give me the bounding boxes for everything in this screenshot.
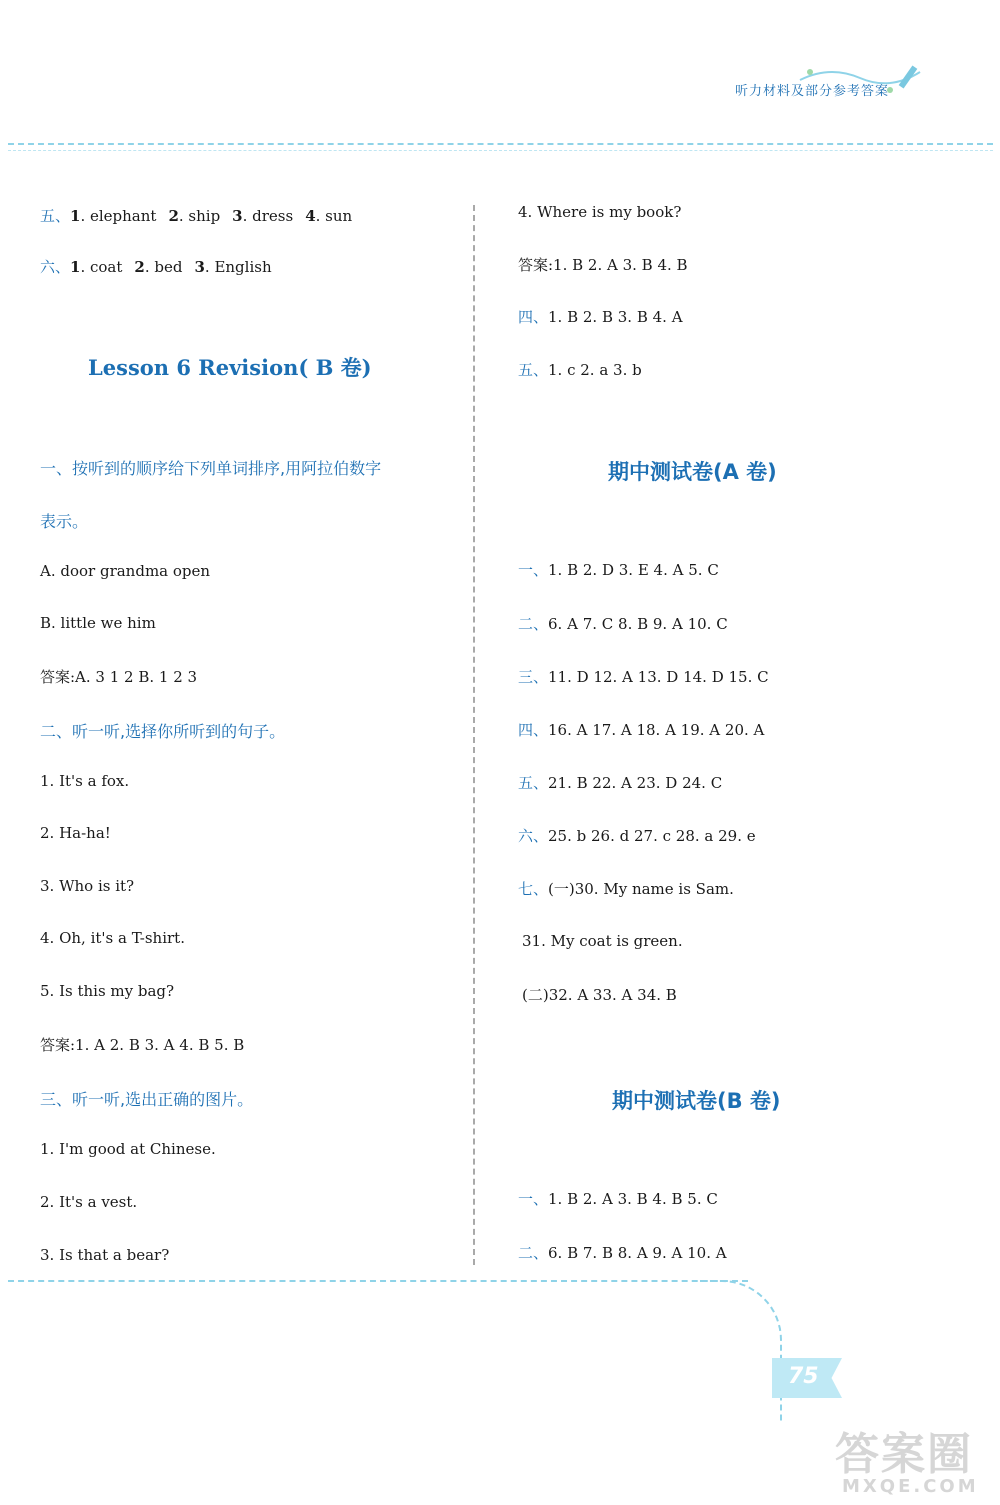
section-marker: 三、 [518, 668, 549, 686]
list-item: 2. It's a vest. [40, 1193, 138, 1211]
section-heading-midterm-a: 期中测试卷(A 卷) [608, 460, 777, 484]
page-number: 75 [788, 1364, 819, 1389]
answer-text: 1. c 2. a 3. b [548, 361, 642, 379]
answer-row [40, 256, 272, 277]
answer-line: 答案:1. B 2. A 3. B 4. B [518, 256, 688, 274]
list-item: 3. Who is it? [40, 877, 135, 895]
item-number: 3 [194, 258, 205, 276]
item-number: 3 [232, 207, 243, 225]
section-marker: 六、 [518, 827, 549, 845]
answer-text: 31. My coat is green. [522, 932, 683, 950]
item-number: 2 [168, 207, 179, 225]
answer-text: 1. B 2. A 3. B 4. B 5. C [548, 1190, 718, 1208]
page-corner-decoration [700, 1280, 782, 1422]
section-marker: 七、 [518, 880, 549, 898]
list-item: 1. It's a fox. [40, 772, 130, 790]
section-marker: 六、 [40, 258, 71, 276]
answer-row [518, 719, 764, 740]
section-marker: 五、 [518, 361, 549, 379]
answer-row [518, 1188, 718, 1209]
section-marker: 二、 [518, 1244, 549, 1262]
list-item: 2. Ha-ha! [40, 824, 111, 842]
item-text: . sun [315, 207, 353, 225]
section-heading-midterm-b: 期中测试卷(B 卷) [612, 1089, 781, 1113]
watermark-logo: 答案圈 [835, 1429, 973, 1480]
answer-row [518, 559, 719, 580]
answer-line: 答案:A. 3 1 2 B. 1 2 3 [40, 668, 198, 686]
answer-text: (一)30. My name is Sam. [548, 880, 734, 898]
answer-row [40, 205, 352, 226]
item-text: . English [204, 258, 272, 276]
section-marker: 四、 [518, 721, 549, 739]
list-item: 1. I'm good at Chinese. [40, 1140, 216, 1158]
section-marker: 二、 [518, 615, 549, 633]
section-marker: 五、 [518, 774, 549, 792]
item-text: . bed [144, 258, 183, 276]
answer-text: 16. A 17. A 18. A 19. A 20. A [548, 721, 765, 739]
section-marker: 四、 [518, 308, 549, 326]
answer-text: 1. B 2. B 3. B 4. A [548, 308, 683, 326]
question-title: 二、听一听,选择你所听到的句子。 [40, 722, 286, 741]
answer-text: 6. A 7. C 8. B 9. A 10. C [548, 615, 728, 633]
word-group-b: B. little we him [40, 614, 156, 632]
bottom-divider [8, 1280, 748, 1282]
item-text: . dress [242, 207, 294, 225]
answer-row [518, 825, 756, 846]
list-item: 4. Oh, it's a T-shirt. [40, 929, 185, 947]
answer-row [518, 306, 683, 327]
answer-text: 11. D 12. A 13. D 14. D 15. C [548, 668, 769, 686]
answer-line: 答案:1. A 2. B 3. A 4. B 5. B [40, 1036, 245, 1054]
answer-row [518, 878, 734, 899]
answer-row [518, 1242, 727, 1263]
section-heading-lesson6: Lesson 6 Revision( B 卷) [88, 355, 372, 380]
answer-text: 25. b 26. d 27. c 28. a 29. e [548, 827, 756, 845]
item-number: 2 [134, 258, 145, 276]
answer-row [518, 666, 769, 687]
section-marker: 一、 [518, 1190, 549, 1208]
top-divider [8, 143, 993, 145]
word-group-a: A. door grandma open [40, 562, 211, 580]
column-divider [473, 205, 475, 1265]
answer-row [518, 772, 722, 793]
answer-text: 6. B 7. B 8. A 9. A 10. A [548, 1244, 727, 1262]
item-number: 1 [70, 207, 81, 225]
question-title: 一、按听到的顺序给下列单词排序,用阿拉伯数字 [40, 459, 382, 478]
answer-row [518, 613, 728, 634]
list-item: 5. Is this my bag? [40, 982, 175, 1000]
item-text: . elephant [80, 207, 157, 225]
answer-text: 1. B 2. D 3. E 4. A 5. C [548, 561, 719, 579]
item-text: . coat [80, 258, 123, 276]
item-text: . ship [178, 207, 221, 225]
top-divider-secondary [8, 150, 993, 151]
item-number: 1 [70, 258, 81, 276]
question-title-cont: 表示。 [40, 512, 89, 531]
watermark-url: MXQE.COM [842, 1476, 979, 1497]
list-item: 3. Is that a bear? [40, 1246, 170, 1264]
list-item: 4. Where is my book? [518, 203, 682, 221]
question-title: 三、听一听,选出正确的图片。 [40, 1090, 254, 1109]
answer-text: 21. B 22. A 23. D 24. C [548, 774, 723, 792]
answer-row [518, 359, 642, 380]
section-marker: 一、 [518, 561, 549, 579]
header-title: 听力材料及部分参考答案 [735, 84, 890, 99]
answer-text: (二)32. A 33. A 34. B [522, 986, 677, 1004]
item-number: 4 [305, 207, 316, 225]
section-marker: 五、 [40, 207, 71, 225]
